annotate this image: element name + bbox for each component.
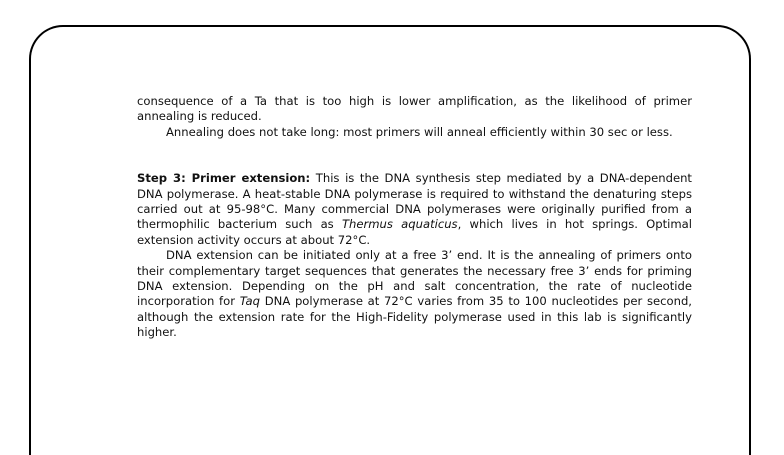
paragraph-annealing-duration: Annealing does not take long: most primers will anneal efficiently within 30 sec or less. bbox=[166, 124, 673, 139]
step-3-heading: Step 3: Primer extension: bbox=[137, 171, 311, 186]
document-body bbox=[137, 94, 692, 341]
taq-italic: Taq bbox=[239, 294, 261, 309]
paragraph-annealing-consequence: consequence of a Ta that is too high is lower amplification, as the likelihood of primer annealing is reduced. bbox=[137, 94, 692, 124]
extension-text-part-1: DNA extension can be initiated only at a free 3’ end. It is the annealing of primers onto their complementary target sequences that generates the necessary free 3’ ends for priming DNA extension. Depending on the pH and salt concentration, the rate of nucleotide incorporation for bbox=[137, 248, 692, 309]
paragraph-dna-extension bbox=[137, 248, 692, 340]
species-name-italic: Thermus aquaticus bbox=[341, 217, 458, 232]
step-3-text-part-2: , which lives in hot springs. Optimal extension activity occurs at about 72°C. bbox=[137, 217, 692, 247]
paragraph-primer-extension bbox=[137, 171, 692, 248]
step-3-text-part-1: This is the DNA synthesis step mediated by a DNA-dependent DNA polymerase. A heat-stable DNA polymerase is required to withstand the denaturing steps carried out at 95-98°C. Many commercial DNA polymerases were originally purified from a thermophilic bacterium such as bbox=[137, 171, 692, 232]
extension-text-part-2: DNA polymerase at 72°C varies from 35 to 100 nucleotides per second, although the extension rate for the High-Fidelity polymerase used in this lab is significantly higher. bbox=[137, 294, 692, 340]
